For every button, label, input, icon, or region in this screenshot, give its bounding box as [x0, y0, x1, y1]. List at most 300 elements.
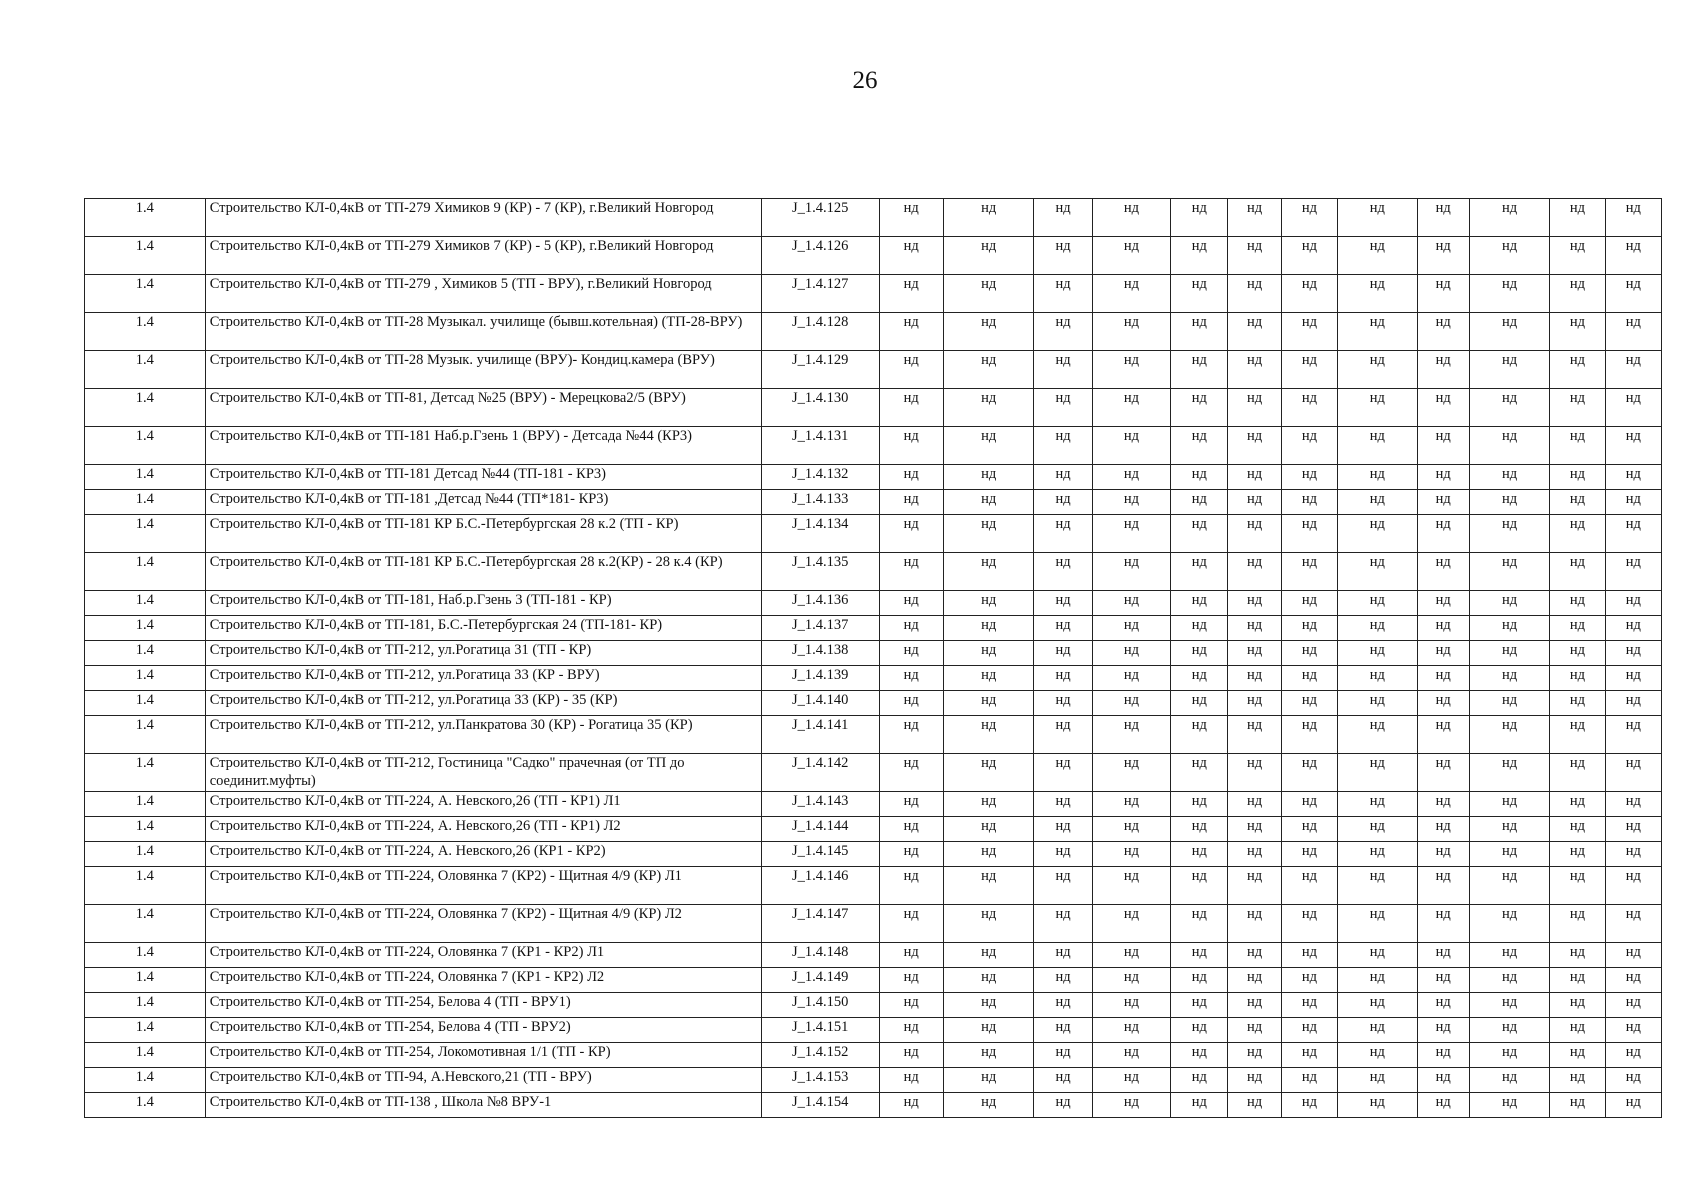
nd-value-cell: нд [1092, 968, 1170, 993]
nd-value-cell: нд [1092, 1018, 1170, 1043]
project-name-cell: Строительство КЛ-0,4кВ от ТП-224, Оловянка 7 (КР1 - КР2) Л2 [205, 968, 761, 993]
section-cell: 1.4 [85, 867, 206, 905]
nd-value-cell: нд [1469, 465, 1549, 490]
nd-value-cell: нд [1550, 465, 1605, 490]
nd-value-cell: нд [1281, 1043, 1337, 1068]
project-code-cell: J_1.4.131 [761, 427, 879, 465]
nd-value-cell: нд [1550, 237, 1605, 275]
table-row [85, 389, 1662, 427]
nd-value-cell: нд [879, 867, 943, 905]
nd-value-cell: нд [1092, 616, 1170, 641]
nd-value-cell: нд [943, 1043, 1034, 1068]
nd-value-cell: нд [1281, 427, 1337, 465]
nd-value-cell: нд [1417, 351, 1469, 389]
nd-value-cell: нд [879, 754, 943, 792]
nd-value-cell: нд [1034, 905, 1092, 943]
nd-value-cell: нд [1281, 237, 1337, 275]
nd-value-cell: нд [1092, 237, 1170, 275]
nd-value-cell: нд [1171, 691, 1228, 716]
nd-value-cell: нд [1338, 490, 1417, 515]
nd-value-cell: нд [1550, 427, 1605, 465]
nd-value-cell: нд [1338, 515, 1417, 553]
project-code-cell: J_1.4.139 [761, 666, 879, 691]
nd-value-cell: нд [1469, 351, 1549, 389]
nd-value-cell: нд [1417, 842, 1469, 867]
nd-value-cell: нд [1281, 553, 1337, 591]
page-number: 26 [852, 67, 878, 94]
nd-value-cell: нд [1092, 313, 1170, 351]
nd-value-cell: нд [1228, 313, 1281, 351]
nd-value-cell: нд [1034, 691, 1092, 716]
project-code-cell: J_1.4.125 [761, 199, 879, 237]
nd-value-cell: нд [1092, 842, 1170, 867]
nd-value-cell: нд [943, 666, 1034, 691]
project-code-cell: J_1.4.130 [761, 389, 879, 427]
nd-value-cell: нд [1171, 616, 1228, 641]
nd-value-cell: нд [1092, 754, 1170, 792]
section-cell: 1.4 [85, 1018, 206, 1043]
project-name-cell: Строительство КЛ-0,4кВ от ТП-212, ул.Рогатица 33 (КР - ВРУ) [205, 666, 761, 691]
nd-value-cell: нд [943, 591, 1034, 616]
nd-value-cell: нд [1417, 792, 1469, 817]
nd-value-cell: нд [1605, 716, 1661, 754]
nd-value-cell: нд [1171, 968, 1228, 993]
project-code-cell: J_1.4.138 [761, 641, 879, 666]
nd-value-cell: нд [1092, 792, 1170, 817]
nd-value-cell: нд [1550, 792, 1605, 817]
table-row [85, 817, 1662, 842]
nd-value-cell: нд [879, 1068, 943, 1093]
project-name-cell: Строительство КЛ-0,4кВ от ТП-212, ул.Панкратова 30 (КР) - Рогатица 35 (КР) [205, 716, 761, 754]
nd-value-cell: нд [1281, 943, 1337, 968]
nd-value-cell: нд [1034, 754, 1092, 792]
section-cell: 1.4 [85, 275, 206, 313]
nd-value-cell: нд [1171, 754, 1228, 792]
project-code-cell: J_1.4.126 [761, 237, 879, 275]
nd-value-cell: нд [1605, 275, 1661, 313]
nd-value-cell: нд [1034, 1068, 1092, 1093]
section-cell: 1.4 [85, 351, 206, 389]
nd-value-cell: нд [1034, 275, 1092, 313]
project-name-cell: Строительство КЛ-0,4кВ от ТП-81, Детсад №25 (ВРУ) - Мерецкова2/5 (ВРУ) [205, 389, 761, 427]
nd-value-cell: нд [1417, 1093, 1469, 1118]
nd-value-cell: нд [943, 817, 1034, 842]
project-name-cell: Строительство КЛ-0,4кВ от ТП-181, Наб.р.Гзень 3 (ТП-181 - КР) [205, 591, 761, 616]
nd-value-cell: нд [1338, 591, 1417, 616]
project-code-cell: J_1.4.134 [761, 515, 879, 553]
nd-value-cell: нд [1281, 490, 1337, 515]
nd-value-cell: нд [1228, 616, 1281, 641]
nd-value-cell: нд [1281, 275, 1337, 313]
nd-value-cell: нд [1417, 591, 1469, 616]
nd-value-cell: нд [1034, 817, 1092, 842]
table-row [85, 591, 1662, 616]
nd-value-cell: нд [1171, 1068, 1228, 1093]
nd-value-cell: нд [943, 792, 1034, 817]
nd-value-cell: нд [1469, 515, 1549, 553]
section-cell: 1.4 [85, 591, 206, 616]
nd-value-cell: нд [879, 842, 943, 867]
nd-value-cell: нд [1338, 817, 1417, 842]
nd-value-cell: нд [1034, 465, 1092, 490]
nd-value-cell: нд [1092, 666, 1170, 691]
table-row [85, 716, 1662, 754]
nd-value-cell: нд [943, 237, 1034, 275]
nd-value-cell: нд [1171, 842, 1228, 867]
project-name-cell: Строительство КЛ-0,4кВ от ТП-224, А. Невского,26 (КР1 - КР2) [205, 842, 761, 867]
nd-value-cell: нд [1171, 313, 1228, 351]
project-name-cell: Строительство КЛ-0,4кВ от ТП-254, Белова 4 (ТП - ВРУ1) [205, 993, 761, 1018]
project-name-cell: Строительство КЛ-0,4кВ от ТП-28 Музыкал. училище (бывш.котельная) (ТП-28-ВРУ) [205, 313, 761, 351]
nd-value-cell: нд [879, 968, 943, 993]
nd-value-cell: нд [943, 1093, 1034, 1118]
nd-value-cell: нд [1034, 993, 1092, 1018]
nd-value-cell: нд [1469, 641, 1549, 666]
nd-value-cell: нд [1092, 591, 1170, 616]
nd-value-cell: нд [1228, 1093, 1281, 1118]
nd-value-cell: нд [1034, 666, 1092, 691]
nd-value-cell: нд [1338, 199, 1417, 237]
nd-value-cell: нд [1338, 905, 1417, 943]
nd-value-cell: нд [1092, 515, 1170, 553]
nd-value-cell: нд [1338, 1018, 1417, 1043]
nd-value-cell: нд [1092, 1043, 1170, 1068]
nd-value-cell: нд [943, 553, 1034, 591]
nd-value-cell: нд [1469, 490, 1549, 515]
project-code-cell: J_1.4.132 [761, 465, 879, 490]
nd-value-cell: нд [1281, 389, 1337, 427]
nd-value-cell: нд [1228, 641, 1281, 666]
nd-value-cell: нд [1171, 515, 1228, 553]
nd-value-cell: нд [1469, 1093, 1549, 1118]
nd-value-cell: нд [1034, 716, 1092, 754]
nd-value-cell: нд [1034, 553, 1092, 591]
nd-value-cell: нд [1417, 616, 1469, 641]
nd-value-cell: нд [943, 389, 1034, 427]
nd-value-cell: нд [1605, 792, 1661, 817]
table-row [85, 275, 1662, 313]
project-code-cell: J_1.4.153 [761, 1068, 879, 1093]
nd-value-cell: нд [879, 553, 943, 591]
nd-value-cell: нд [1338, 465, 1417, 490]
nd-value-cell: нд [1034, 591, 1092, 616]
nd-value-cell: нд [1281, 792, 1337, 817]
table-row [85, 666, 1662, 691]
table-row [85, 867, 1662, 905]
nd-value-cell: нд [1171, 237, 1228, 275]
section-cell: 1.4 [85, 993, 206, 1018]
project-name-cell: Строительство КЛ-0,4кВ от ТП-254, Локомотивная 1/1 (ТП - КР) [205, 1043, 761, 1068]
nd-value-cell: нд [1228, 351, 1281, 389]
nd-value-cell: нд [1228, 666, 1281, 691]
nd-value-cell: нд [943, 905, 1034, 943]
table-row [85, 691, 1662, 716]
nd-value-cell: нд [1550, 993, 1605, 1018]
nd-value-cell: нд [943, 1068, 1034, 1093]
nd-value-cell: нд [1605, 666, 1661, 691]
nd-value-cell: нд [1171, 490, 1228, 515]
nd-value-cell: нд [1171, 867, 1228, 905]
nd-value-cell: нд [879, 817, 943, 842]
project-code-cell: J_1.4.140 [761, 691, 879, 716]
section-cell: 1.4 [85, 943, 206, 968]
nd-value-cell: нд [1417, 275, 1469, 313]
nd-value-cell: нд [1034, 1093, 1092, 1118]
nd-value-cell: нд [1228, 1018, 1281, 1043]
nd-value-cell: нд [1092, 1093, 1170, 1118]
section-cell: 1.4 [85, 905, 206, 943]
nd-value-cell: нд [1417, 905, 1469, 943]
nd-value-cell: нд [1550, 515, 1605, 553]
table-row [85, 616, 1662, 641]
table-row [85, 842, 1662, 867]
nd-value-cell: нд [1605, 842, 1661, 867]
nd-value-cell: нд [879, 237, 943, 275]
nd-value-cell: нд [1417, 1018, 1469, 1043]
nd-value-cell: нд [1469, 199, 1549, 237]
nd-value-cell: нд [1605, 905, 1661, 943]
nd-value-cell: нд [1605, 1018, 1661, 1043]
section-cell: 1.4 [85, 792, 206, 817]
nd-value-cell: нд [1228, 465, 1281, 490]
nd-value-cell: нд [1228, 905, 1281, 943]
nd-value-cell: нд [1092, 716, 1170, 754]
project-code-cell: J_1.4.144 [761, 817, 879, 842]
nd-value-cell: нд [1338, 1068, 1417, 1093]
nd-value-cell: нд [1092, 351, 1170, 389]
nd-value-cell: нд [1469, 691, 1549, 716]
section-cell: 1.4 [85, 1043, 206, 1068]
nd-value-cell: нд [1417, 199, 1469, 237]
nd-value-cell: нд [1092, 427, 1170, 465]
nd-value-cell: нд [1281, 1093, 1337, 1118]
nd-value-cell: нд [1550, 943, 1605, 968]
nd-value-cell: нд [1605, 616, 1661, 641]
nd-value-cell: нд [1550, 842, 1605, 867]
table-row [85, 199, 1662, 237]
nd-value-cell: нд [1605, 1068, 1661, 1093]
nd-value-cell: нд [1605, 1093, 1661, 1118]
nd-value-cell: нд [1034, 867, 1092, 905]
nd-value-cell: нд [1469, 867, 1549, 905]
nd-value-cell: нд [1338, 867, 1417, 905]
table-row [85, 553, 1662, 591]
nd-value-cell: нд [1550, 1068, 1605, 1093]
nd-value-cell: нд [1092, 465, 1170, 490]
nd-value-cell: нд [1034, 616, 1092, 641]
nd-value-cell: нд [1469, 389, 1549, 427]
nd-value-cell: нд [1417, 490, 1469, 515]
nd-value-cell: нд [1281, 515, 1337, 553]
section-cell: 1.4 [85, 237, 206, 275]
nd-value-cell: нд [1469, 842, 1549, 867]
project-name-cell: Строительство КЛ-0,4кВ от ТП-181 Детсад №44 (ТП-181 - КР3) [205, 465, 761, 490]
table-row [85, 490, 1662, 515]
nd-value-cell: нд [1228, 968, 1281, 993]
nd-value-cell: нд [1171, 905, 1228, 943]
nd-value-cell: нд [1338, 641, 1417, 666]
nd-value-cell: нд [1228, 199, 1281, 237]
nd-value-cell: нд [943, 515, 1034, 553]
nd-value-cell: нд [879, 351, 943, 389]
nd-value-cell: нд [943, 943, 1034, 968]
nd-value-cell: нд [1228, 691, 1281, 716]
nd-value-cell: нд [1469, 591, 1549, 616]
nd-value-cell: нд [879, 641, 943, 666]
nd-value-cell: нд [1469, 427, 1549, 465]
nd-value-cell: нд [1469, 754, 1549, 792]
nd-value-cell: нд [1171, 993, 1228, 1018]
project-code-cell: J_1.4.143 [761, 792, 879, 817]
nd-value-cell: нд [1034, 943, 1092, 968]
table-row [85, 943, 1662, 968]
nd-value-cell: нд [879, 490, 943, 515]
project-code-cell: J_1.4.129 [761, 351, 879, 389]
project-name-cell: Строительство КЛ-0,4кВ от ТП-224, А. Невского,26 (ТП - КР1) Л1 [205, 792, 761, 817]
nd-value-cell: нд [1605, 817, 1661, 842]
nd-value-cell: нд [1092, 691, 1170, 716]
nd-value-cell: нд [1338, 1093, 1417, 1118]
nd-value-cell: нд [879, 427, 943, 465]
project-name-cell: Строительство КЛ-0,4кВ от ТП-254, Белова 4 (ТП - ВРУ2) [205, 1018, 761, 1043]
nd-value-cell: нд [1281, 968, 1337, 993]
nd-value-cell: нд [1171, 817, 1228, 842]
nd-value-cell: нд [1171, 427, 1228, 465]
section-cell: 1.4 [85, 465, 206, 490]
nd-value-cell: нд [943, 842, 1034, 867]
nd-value-cell: нд [1417, 553, 1469, 591]
nd-value-cell: нд [1034, 792, 1092, 817]
nd-value-cell: нд [1605, 490, 1661, 515]
nd-value-cell: нд [1034, 427, 1092, 465]
project-code-cell: J_1.4.151 [761, 1018, 879, 1043]
project-name-cell: Строительство КЛ-0,4кВ от ТП-224, Оловянка 7 (КР2) - Щитная 4/9 (КР) Л1 [205, 867, 761, 905]
nd-value-cell: нд [943, 351, 1034, 389]
project-name-cell: Строительство КЛ-0,4кВ от ТП-279 Химиков 9 (КР) - 7 (КР), г.Великий Новгород [205, 199, 761, 237]
nd-value-cell: нд [1469, 616, 1549, 641]
nd-value-cell: нд [1550, 199, 1605, 237]
nd-value-cell: нд [1228, 754, 1281, 792]
nd-value-cell: нд [1338, 993, 1417, 1018]
nd-value-cell: нд [1281, 842, 1337, 867]
project-code-cell: J_1.4.147 [761, 905, 879, 943]
section-cell: 1.4 [85, 553, 206, 591]
nd-value-cell: нд [1417, 943, 1469, 968]
nd-value-cell: нд [1417, 716, 1469, 754]
nd-value-cell: нд [1092, 641, 1170, 666]
nd-value-cell: нд [879, 275, 943, 313]
nd-value-cell: нд [1550, 591, 1605, 616]
nd-value-cell: нд [1338, 943, 1417, 968]
nd-value-cell: нд [879, 465, 943, 490]
nd-value-cell: нд [1469, 1018, 1549, 1043]
nd-value-cell: нд [943, 465, 1034, 490]
nd-value-cell: нд [943, 867, 1034, 905]
nd-value-cell: нд [1281, 905, 1337, 943]
nd-value-cell: нд [1171, 465, 1228, 490]
nd-value-cell: нд [879, 1043, 943, 1068]
nd-value-cell: нд [1550, 275, 1605, 313]
table-row [85, 237, 1662, 275]
nd-value-cell: нд [1469, 905, 1549, 943]
nd-value-cell: нд [1338, 968, 1417, 993]
nd-value-cell: нд [1228, 1043, 1281, 1068]
nd-value-cell: нд [1228, 591, 1281, 616]
project-name-cell: Строительство КЛ-0,4кВ от ТП-279 Химиков 7 (КР) - 5 (КР), г.Великий Новгород [205, 237, 761, 275]
nd-value-cell: нд [1034, 842, 1092, 867]
project-code-cell: J_1.4.127 [761, 275, 879, 313]
nd-value-cell: нд [1171, 199, 1228, 237]
nd-value-cell: нд [1605, 754, 1661, 792]
nd-value-cell: нд [943, 993, 1034, 1018]
nd-value-cell: нд [943, 716, 1034, 754]
section-cell: 1.4 [85, 641, 206, 666]
nd-value-cell: нд [1469, 943, 1549, 968]
project-code-cell: J_1.4.128 [761, 313, 879, 351]
section-cell: 1.4 [85, 968, 206, 993]
nd-value-cell: нд [1228, 842, 1281, 867]
nd-value-cell: нд [1228, 553, 1281, 591]
nd-value-cell: нд [1550, 616, 1605, 641]
nd-value-cell: нд [1228, 515, 1281, 553]
nd-value-cell: нд [1550, 1018, 1605, 1043]
nd-value-cell: нд [1338, 666, 1417, 691]
project-name-cell: Строительство КЛ-0,4кВ от ТП-212, Гостиница "Садко" прачечная (от ТП до соединит.муфты) [205, 754, 761, 792]
nd-value-cell: нд [1338, 792, 1417, 817]
nd-value-cell: нд [1092, 490, 1170, 515]
nd-value-cell: нд [1281, 465, 1337, 490]
project-table [84, 198, 1662, 1118]
nd-value-cell: нд [1605, 691, 1661, 716]
nd-value-cell: нд [1417, 666, 1469, 691]
project-code-cell: J_1.4.137 [761, 616, 879, 641]
project-code-cell: J_1.4.135 [761, 553, 879, 591]
nd-value-cell: нд [1171, 666, 1228, 691]
nd-value-cell: нд [1171, 275, 1228, 313]
nd-value-cell: нд [1228, 275, 1281, 313]
project-name-cell: Строительство КЛ-0,4кВ от ТП-181 Наб.р.Гзень 1 (ВРУ) - Детсада №44 (КР3) [205, 427, 761, 465]
nd-value-cell: нд [1034, 237, 1092, 275]
nd-value-cell: нд [1550, 389, 1605, 427]
nd-value-cell: нд [1034, 313, 1092, 351]
nd-value-cell: нд [1338, 351, 1417, 389]
nd-value-cell: нд [1605, 199, 1661, 237]
nd-value-cell: нд [1034, 389, 1092, 427]
nd-value-cell: нд [1469, 792, 1549, 817]
nd-value-cell: нд [1550, 641, 1605, 666]
nd-value-cell: нд [1605, 351, 1661, 389]
project-code-cell: J_1.4.141 [761, 716, 879, 754]
nd-value-cell: нд [1605, 943, 1661, 968]
nd-value-cell: нд [943, 641, 1034, 666]
nd-value-cell: нд [1228, 943, 1281, 968]
table-row [85, 313, 1662, 351]
nd-value-cell: нд [1550, 1043, 1605, 1068]
table-row [85, 792, 1662, 817]
nd-value-cell: нд [1171, 943, 1228, 968]
project-code-cell: J_1.4.136 [761, 591, 879, 616]
nd-value-cell: нд [879, 716, 943, 754]
nd-value-cell: нд [1338, 275, 1417, 313]
nd-value-cell: нд [1417, 313, 1469, 351]
nd-value-cell: нд [1417, 754, 1469, 792]
section-cell: 1.4 [85, 389, 206, 427]
nd-value-cell: нд [1338, 691, 1417, 716]
nd-value-cell: нд [1281, 754, 1337, 792]
nd-value-cell: нд [943, 968, 1034, 993]
table-row [85, 754, 1662, 792]
project-name-cell: Строительство КЛ-0,4кВ от ТП-181 КР Б.С.-Петербургская 28 к.2 (ТП - КР) [205, 515, 761, 553]
